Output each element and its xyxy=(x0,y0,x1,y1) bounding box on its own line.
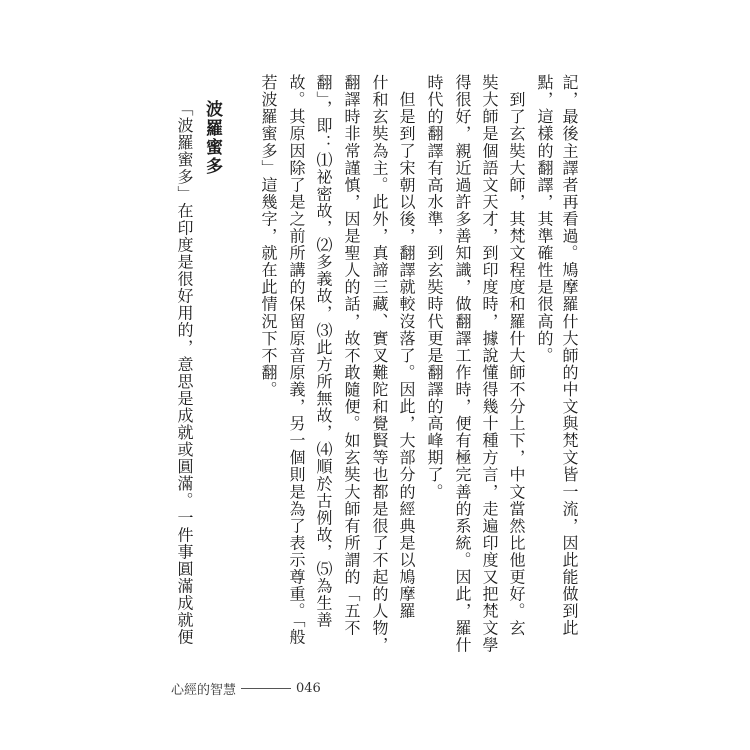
page-footer xyxy=(171,679,321,698)
text-column-5: 得很好，親近過許多善知識，做翻譯工作時，便有極完善的系統。因此，羅什 xyxy=(453,74,472,654)
text-column-12: 若波羅蜜多」這幾字，就在此情況下不翻。 xyxy=(259,74,278,398)
text-column-7: 但是到了宋朝以後，翻譯就較沒落了。因此，大部分的經典是以鳩摩羅 xyxy=(397,74,416,620)
text-column-8: 什和玄奘為主。此外，真諦三藏、實叉難陀和覺賢等也都是很了不起的人物， xyxy=(370,74,389,654)
text-column-13: 「波羅蜜多」在印度是很好用的，意思是成就或圓滿。一件事圓滿成就便 xyxy=(175,100,194,646)
book-title: 心經的智慧 xyxy=(171,683,237,698)
text-column-4: 奘大師是個語文天才，到印度時，據說懂得幾十種方言，走遍印度又把梵文學 xyxy=(480,74,499,654)
text-column-1: 記，最後主譯者再看過。鳩摩羅什大師的中文與梵文皆一流，因此能做到此 xyxy=(560,74,579,637)
footer-rule xyxy=(241,688,291,689)
text-column-11: 故。其原因除了是之前所講的保留原音原義，另一個則是為了表示尊重。「般 xyxy=(287,74,306,646)
text-column-2: 點，這樣的翻譯，其準確性是很高的。 xyxy=(535,74,554,364)
text-column-10: 翻」，即：⑴祕密故，⑵多義故，⑶此方所無故，⑷順於古例故，⑸為生善 xyxy=(314,74,333,629)
text-column-6: 時代的翻譯有高水準，到玄奘時代更是翻譯的高峰期了。 xyxy=(425,74,444,501)
text-column-3: 到了玄奘大師，其梵文程度和羅什大師不分上下，中文當然比他更好。玄 xyxy=(507,74,526,637)
section-heading: 波羅蜜多 xyxy=(202,100,222,176)
text-column-9: 翻譯時非常謹慎，因是聖人的話，故不敢隨便。如玄奘大師有所謂的「五不 xyxy=(342,74,361,637)
page-number: 046 xyxy=(296,681,321,696)
